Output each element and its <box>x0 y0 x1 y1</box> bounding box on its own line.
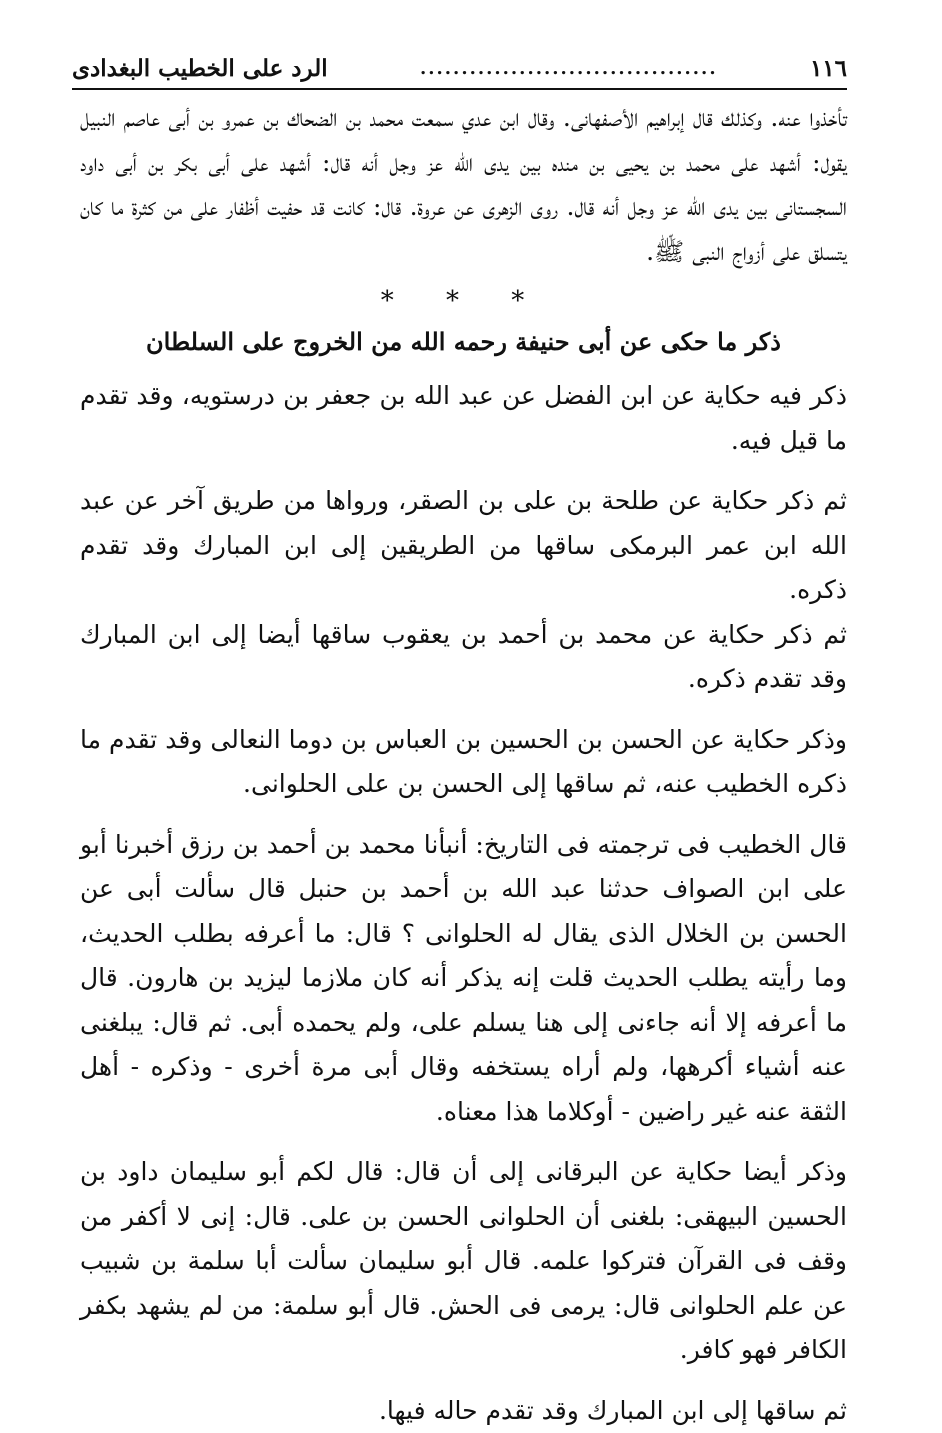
section-separator: * * * <box>80 278 847 320</box>
paragraph: ثم ساقها إلى ابن المبارك وقد تقدم حاله فيها. <box>80 1389 847 1433</box>
paragraph: وذكر أيضا حكاية عن البرقانى إلى أن قال: قال لكم أبو سليمان داود بن الحسين البيهقى: بلغنى أن الحلوانى الحسن بن على. قال: إنى لا أكفر من وقف فى القرآن فتركوا علمه. قال أبو سليمان سألت أبا سلمة بن شبيب عن علم الحلوانى قال: يرمى فى الحش. قال أبو سلمة: من لم يشهد بكفر الكافر فهو كافر. <box>80 1150 847 1373</box>
running-title: الرد على الخطيب البغدادى <box>72 55 328 82</box>
page-header <box>72 48 847 88</box>
page-number: ١١٦ <box>810 55 847 82</box>
opening-paragraph: تأخذوا عنه. وكذلك قال إبراهيم الأصفهانى. وقال ابن عدي سمعت محمد بن الضحاك بن عمرو بن أبى عاصم النبيل يقول: أشهد على محمد بن يحيى بن منده بين يدى الله عز وجل أنه قال: أشهد على أبى بكر بن أبى داود السجستانى بين يدى الله عز وجل أنه قال. روى الزهرى عن عروة. قال: كانت قد حفيت أظفار على من كثرة ما كان يتسلق على أزواج النبى ﷺ. <box>80 96 847 274</box>
paragraph: ذكر فيه حكاية عن ابن الفضل عن عبد الله بن جعفر بن درستويه، وقد تقدم ما قيل فيه. <box>80 374 847 463</box>
header-rule <box>72 88 847 90</box>
paragraph: وذكر حكاية عن الحسن بن الحسين بن العباس بن دوما النعالى وقد تقدم ما ذكره الخطيب عنه، ثم ساقها إلى الحسن بن على الحلوانى. <box>80 718 847 807</box>
paragraph: ثم ذكر حكاية عن طلحة بن على بن الصقر، ورواها من طريق آخر عن عبد الله ابن عمر البرمكى ساقها من الطريقين إلى ابن المبارك وقد تقدم ذكره. <box>80 479 847 613</box>
paragraph: ثم ذكر حكاية عن محمد بن أحمد بن يعقوب ساقها أيضا إلى ابن المبارك وقد تقدم ذكره. <box>80 613 847 702</box>
header-leader-dots: .................................... <box>336 58 802 79</box>
paragraph: قال الخطيب فى ترجمته فى التاريخ: أنبأنا محمد بن أحمد بن رزق أخبرنا أبو على ابن الصواف حدثنا عبد الله بن أحمد بن حنبل قال سألت أبى عن الحسن بن الخلال الذى يقال له الحلوانى ؟ قال: ما أعرفه بطلب الحديث، وما رأيته يطلب الحديث قلت إنه يذكر أنه كان ملازما ليزيد بن هارون. قال ما أعرفه إلا أنه جاءنى إلى هنا يسلم على، ولم يحمده أبى. ثم قال: يبلغنى عنه أشياء أكرهها، ولم أراه يستخفه وقال أبى مرة أخرى - وذكره - أهل الثقة عنه غير راضين - أوكلاما هذا معناه. <box>80 823 847 1135</box>
page-body <box>80 96 847 1433</box>
section-title: ذكر ما حكى عن أبى حنيفة رحمه الله من الخروج على السلطان <box>80 320 847 364</box>
